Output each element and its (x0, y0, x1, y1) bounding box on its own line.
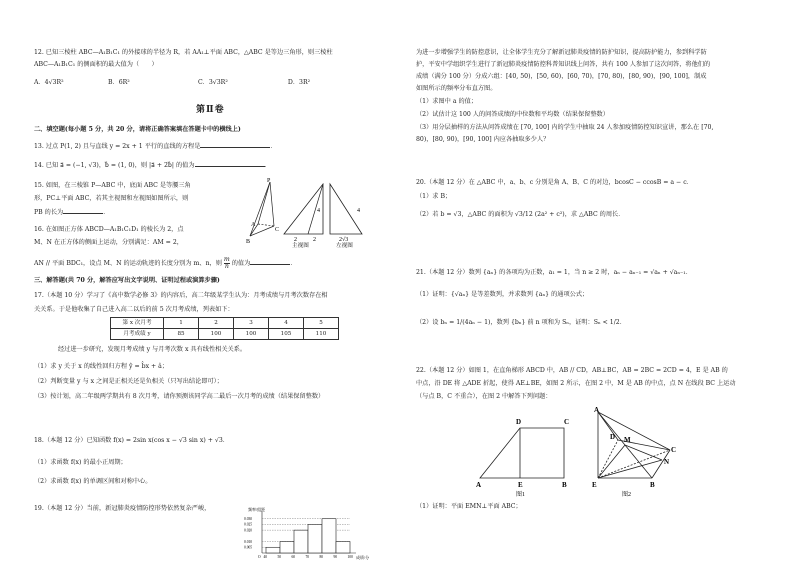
q21: 21.（本题 12 分）数列 {aₙ} 的各项均为正数，a₁ = 1，当 n ≥ 2 时，aₙ − aₙ₋₁ = √aₙ + √aₙ₋₁． (416, 269, 692, 276)
figure-1-label: 图1 (516, 492, 526, 498)
point-label: A (251, 222, 256, 228)
point-label: D (516, 418, 522, 426)
point-label: B (650, 481, 655, 489)
q13-text: 13. 过点 P(1, 2) 且与直线 y = 2x + 1 平行的直线的方程是 (34, 143, 201, 150)
y-tick-label: 0.010 (244, 539, 253, 544)
q12-option-a: A．4√3R² (34, 79, 64, 86)
q20-part1: （1）求 B； (416, 193, 452, 200)
q16-line2: M、N 在正方体的侧面上运动，分别满足：AM = 2， (34, 239, 183, 246)
q18-part1: （1）求函数 f(x) 的最小正周期； (34, 459, 127, 466)
q19-part2: （2）试估计这 100 人的问答成绩的中位数和平均数（结果保留整数） (416, 111, 609, 118)
point-label: C (671, 446, 677, 454)
x-tick-label: 50 (277, 555, 282, 559)
point-label: D (610, 433, 616, 441)
q17-part1: （1）求 y 关于 x 的线性回归方程 ŷ = b̂x + â； (34, 363, 169, 370)
section-2-title: 第Ⅱ卷 (196, 105, 225, 115)
q13-blank (200, 141, 270, 148)
histogram-bar (322, 519, 336, 553)
frequency-histogram (232, 505, 382, 561)
q20: 20.（本题 12 分）在 △ABC 中，a、b、c 分别是角 A、B、C 的对边，bcosC − ccosB = a − c． (416, 179, 693, 186)
side-view-label: 左视图 (336, 243, 353, 248)
q12-line1: 12. 已知三棱柱 ABC—A₁B₁C₁ 的外接球的半径为 R，若 AA₁⊥平面 ABC，△ABC 是等边三角形，则三棱柱 (34, 49, 333, 56)
table-row (111, 329, 339, 340)
y-tick-label: 0.005 (244, 545, 253, 550)
x-tick-label: 80 (319, 555, 324, 559)
x-tick-label: 40 (263, 555, 268, 559)
point-label: E (518, 481, 523, 489)
q16-tail: 的值为 (231, 260, 251, 268)
point-label: A (594, 406, 600, 414)
y-tick-label: 0.030 (244, 517, 253, 522)
histogram-bar (336, 542, 350, 553)
table-cell: 85 (164, 329, 199, 340)
q19-intro-line4: 如图所示的频率分布直方图。 (416, 85, 497, 92)
score-table (110, 317, 339, 340)
histogram-bar (294, 530, 308, 553)
figure-2 (598, 412, 670, 478)
y-tick-label: 0.020 (244, 528, 253, 533)
solve-heading: 三、解答题(共 70 分，解答应写出文字说明、证明过程或演算步骤) (34, 277, 220, 284)
q19-part3-line1: （3）用分层抽样的方法从问答成绩在 [70, 100] 内的学生中抽取 24 人参加疫情防控知识宣讲，那么在 [70, (416, 124, 714, 131)
q12-option-d: D．3R² (287, 79, 311, 86)
point-label: C (275, 227, 280, 233)
point-label: B (246, 239, 251, 245)
table-cell: 100 (234, 329, 269, 340)
table-cell: 1 (164, 318, 199, 329)
q22-line2: 中点，沿 DE 将 △ADE 折起，使得 AE⊥BE，如图 2 所示，在图 2 中，M 是 AB 的中点，点 N 在线段 BC 上运动 (416, 380, 736, 387)
q16-text: AN // 平面 BDC₁，设点 M、N 的运动轨迹的长度分别为 m、n，则 (34, 260, 222, 268)
fill-blank-heading: 二、填空题(每小题 5 分，共 20 分，请将正确答案填在答题卡中的横线上) (34, 126, 241, 133)
q16-line3: AN // 平面 BDC₁，设点 M、N 的运动轨迹的长度分别为 m、n，则 $\frac{m}{n}$ 的值为 ． (34, 256, 297, 271)
q15-line2: 形，PC⊥平面 ABC，若其主视图和左视图如图所示，则 (34, 195, 189, 202)
point-label: P (267, 178, 271, 184)
figure-1 (480, 428, 564, 478)
table-cell: 2 (199, 318, 234, 329)
q15-text: PB 的长为 (34, 209, 64, 216)
q18-part2: （2）求函数 f(x) 的单调区间和对称中心。 (34, 478, 152, 485)
front-view-edge (308, 184, 323, 234)
q19-part1: （1）求图中 a 的值； (416, 98, 478, 105)
q12-option-b: B．6R² (107, 79, 130, 86)
q21-part2: （2）设 bₙ = 1/(4aₙ − 1)，数列 {bₙ} 前 n 项和为 Sₙ，证明：Sₙ < 1/2． (416, 319, 626, 326)
table-cell: 3 (234, 318, 269, 329)
q21-part1: （1）证明：{√aₙ} 是等差数列，并求数列 {aₙ} 的通项公式； (416, 291, 589, 298)
q14-blank (195, 160, 265, 167)
q19-intro-line2: 护，平安中学组织学生进行了新冠肺炎疫情防控科普知识线上问答，共有 100 人参加了这次问答，将他们的 (416, 61, 711, 68)
table-cell: 第 x 次月考 (111, 318, 164, 329)
q17-after: 经过进一步研究，发现月考成绩 y 与月考次数 x 具有线性相关关系。 (58, 346, 247, 353)
q19-part3-line2: 80)，[80, 90)，[90, 100] 内应各抽取多少人？ (416, 136, 550, 143)
x-tick-label: 60 (291, 555, 296, 559)
q16-blank (250, 258, 290, 265)
table-cell: 5 (304, 318, 339, 329)
point-label: A (476, 481, 482, 489)
point-label: E (592, 481, 597, 489)
x-axis-label: 成绩/分 (356, 555, 370, 560)
q13: 13. 过点 P(1, 2) 且与直线 y = 2x + 1 平行的直线的方程是 ． (34, 143, 277, 150)
figure-2-label: 图2 (622, 492, 632, 498)
dimension-label: 2 (294, 237, 297, 243)
q12-line2: ABC—A₁B₁C₁ 的侧面积的最大值为（ ） (34, 61, 158, 68)
point-label: M (624, 436, 631, 444)
q22-line3: （与点 B，C 不重合），在图 2 中解答下列问题： (416, 393, 552, 400)
q17-part2: （2）判断变量 y 与 x 之间是正相关还是负相关（只写出结论即可）； (34, 378, 223, 385)
table-cell: 105 (269, 329, 304, 340)
q14-text: 14. 已知 a⃗ = (−1, √3)，b⃗ = (1, 0)，则 |a⃗ + 2b⃗| 的值为 (34, 162, 195, 169)
histogram-bar (280, 542, 294, 553)
table-cell: 月考成绩 y (111, 329, 164, 340)
histogram-bar (266, 547, 280, 553)
q12-option-c: C．3√3R² (197, 79, 228, 86)
q19-intro-line1: 为进一步增强学生的防控意识，让全体学生充分了解新冠肺炎疫情的防护知识，提高防护能力，参到科学防 (416, 49, 707, 56)
x-tick-label: 90 (333, 555, 338, 559)
q15-line3: PB 的长为 ． (34, 209, 110, 216)
dimension-label: 2√3 (339, 237, 349, 243)
pyramid-figure (222, 176, 367, 248)
table-row (111, 318, 339, 329)
dimension-label: 4 (317, 208, 320, 214)
origin-label: O (258, 555, 261, 559)
point-label: B (562, 481, 567, 489)
q22-part1: （1）证明：平面 EMN⊥平面 ABC； (416, 503, 522, 510)
q17-line2: 关关系。于是他收集了自己进入高二以后的前 5 次月考成绩，列表如下： (34, 306, 234, 313)
table-cell: 110 (304, 329, 339, 340)
histogram-bar (308, 524, 322, 553)
y-axis-label: 频率/组距 (248, 507, 266, 512)
q14: 14. 已知 a⃗ = (−1, √3)，b⃗ = (1, 0)，则 |a⃗ + 2b⃗| 的值为 ． (34, 162, 271, 169)
q18: 18.（本题 12 分）已知函数 f(x) = 2sin x(cos x − √3 sin x) + √3． (34, 437, 229, 444)
q16-line1: 16. 在如图正方体 ABCD—A₁B₁C₁D₁ 的棱长为 2，点 (34, 226, 184, 233)
x-tick-label: 70 (305, 555, 310, 559)
table-cell: 100 (199, 329, 234, 340)
m-over-n-fraction: $\frac{m}{n}$ (223, 256, 230, 271)
q17-line1: 17.（本题 10 分）学习了《高中数学必修 3》的内容后，高二年级某学生认为：月考成绩与月考次数存在相 (34, 292, 328, 299)
table-cell: 4 (269, 318, 304, 329)
dimension-label: 4 (357, 208, 360, 214)
q17-part3: （3）按计划，高二年级两学期共有 8 次月考，请你预测该同学高二最后一次月考的成绩（结果保留整数） (34, 393, 325, 400)
q12-options (34, 78, 310, 88)
q22-figures (476, 406, 686, 498)
point-label: N (664, 458, 670, 466)
q15-line1: 15. 如图，在三棱锥 P—ABC 中，底面 ABC 是等腰三角 (34, 182, 191, 189)
point-label: C (564, 418, 570, 426)
y-tick-label: 0.025 (244, 522, 253, 527)
x-tick-label: 100 (347, 555, 353, 559)
q15-blank (63, 207, 103, 214)
q19-intro-line3: 成绩（满分 100 分）分成六组：[40, 50)，[50, 60)，[60, 70)，[70, 80)，[80, 90)，[90, 100]，制成 (416, 73, 707, 80)
front-view-label: 主视图 (292, 243, 309, 248)
q22-line1: 22.（本题 12 分）如图 1，在直角梯形 ABCD 中，AB // CD，AB⊥BC，AB = 2BC = 2CD = 4，E 是 AB 的 (416, 367, 728, 374)
q20-part2: （2）若 b = √3，△ABC 的面积为 √3/12 (2a² + c²)，求 △ABC 的周长． (416, 211, 625, 218)
q19: 19.（本题 12 分）当前，新冠肺炎疫情防控形势依然复杂严峻， (34, 505, 211, 512)
dimension-label: 2 (313, 237, 316, 243)
